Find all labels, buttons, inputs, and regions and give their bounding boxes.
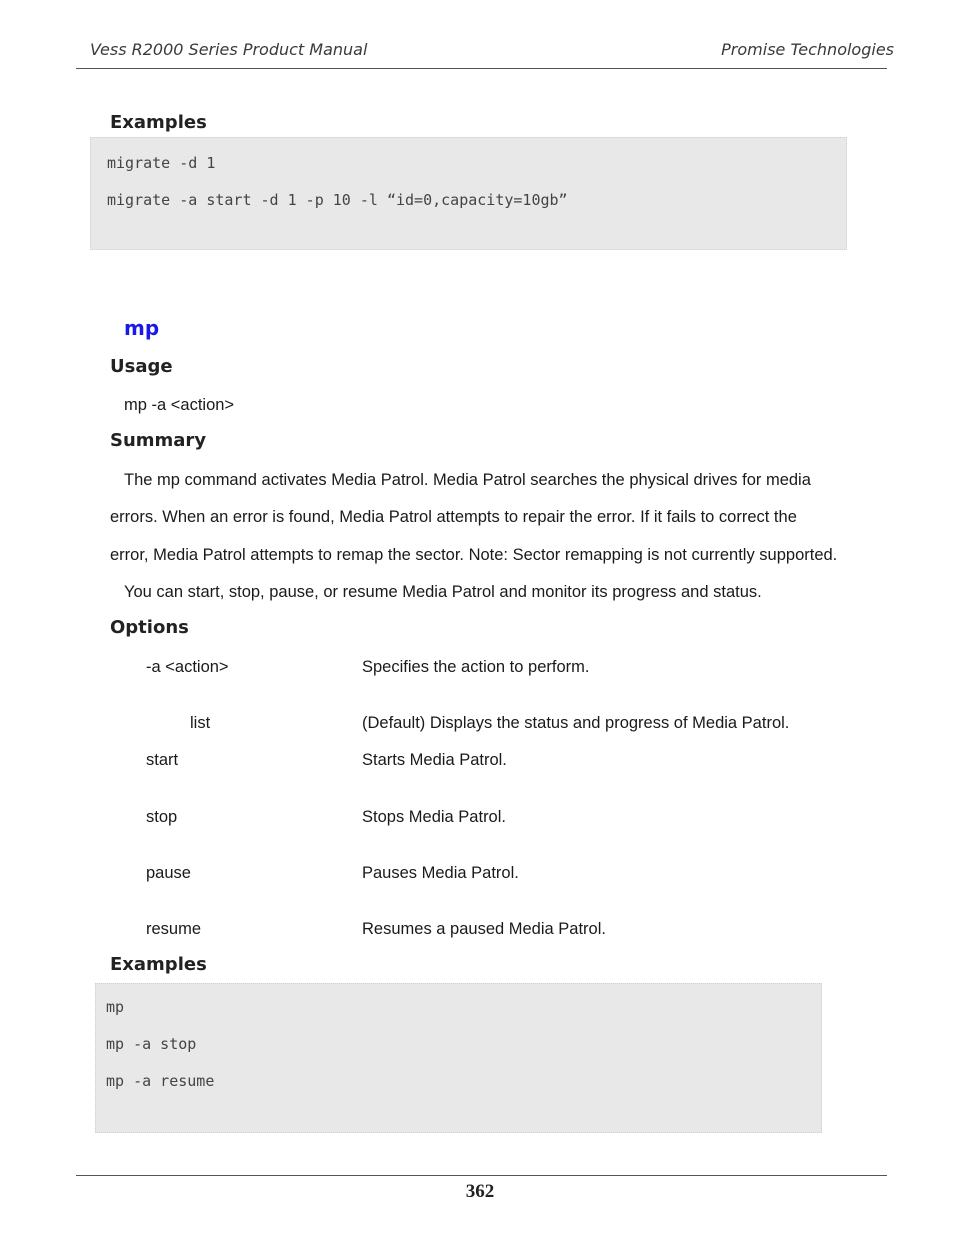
code-line: migrate -a start -d 1 -p 10 -l “id=0,capacity=10gb” bbox=[107, 191, 568, 209]
code-line: mp -a stop bbox=[106, 1035, 197, 1053]
summary-line: You can start, stop, pause, or resume Media Patrol and monitor its progress and status. bbox=[124, 583, 762, 601]
option-name: resume bbox=[146, 920, 202, 938]
summary-line: errors. When an error is found, Media Patrol attempts to repair the error. If it fails to correct the bbox=[110, 508, 797, 526]
code-block-top bbox=[90, 137, 847, 250]
summary-line: The mp command activates Media Patrol. Media Patrol searches the physical drives for media bbox=[124, 471, 811, 489]
header-manual-title: Vess R2000 Series Product Manual bbox=[90, 40, 368, 59]
code-line: mp -a resume bbox=[106, 1072, 215, 1090]
usage-text: mp -a <action> bbox=[124, 396, 235, 414]
option-desc: (Default) Displays the status and progress of Media Patrol. bbox=[362, 714, 790, 732]
footer-divider bbox=[76, 1175, 887, 1176]
option-name: stop bbox=[146, 808, 178, 826]
option-desc: Resumes a paused Media Patrol. bbox=[362, 920, 606, 938]
option-desc: Starts Media Patrol. bbox=[362, 751, 507, 769]
options-heading: Options bbox=[110, 617, 189, 638]
option-name: start bbox=[146, 751, 179, 769]
option-desc: Stops Media Patrol. bbox=[362, 808, 506, 826]
header-company: Promise Technologies bbox=[721, 40, 894, 59]
option-desc: Pauses Media Patrol. bbox=[362, 864, 519, 882]
option-name: pause bbox=[146, 864, 191, 882]
examples-heading-top: Examples bbox=[110, 112, 207, 133]
examples-heading-bottom: Examples bbox=[110, 954, 207, 975]
page-number: 362 bbox=[465, 1181, 495, 1202]
summary-line: error, Media Patrol attempts to remap the sector. Note: Sector remapping is not currently supported. bbox=[110, 546, 838, 564]
summary-heading: Summary bbox=[110, 430, 207, 451]
code-line: mp bbox=[106, 998, 125, 1016]
usage-heading: Usage bbox=[110, 356, 173, 377]
code-line: migrate -d 1 bbox=[107, 154, 216, 172]
code-block-bottom bbox=[95, 983, 822, 1133]
option-name: -a <action> bbox=[146, 658, 229, 676]
header-divider bbox=[76, 68, 887, 69]
option-desc: Specifies the action to perform. bbox=[362, 658, 590, 676]
command-title: mp bbox=[124, 316, 160, 340]
option-name: list bbox=[190, 714, 211, 732]
